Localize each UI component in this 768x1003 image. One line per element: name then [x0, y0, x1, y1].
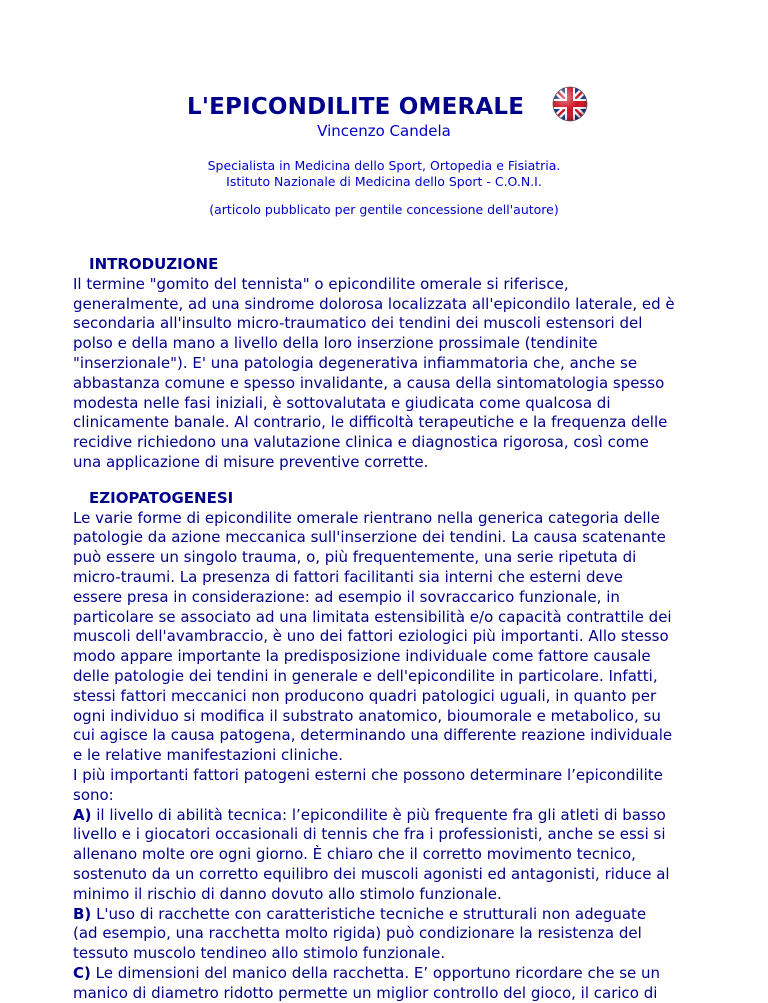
factor-text-b: L'uso di racchette con caratteristiche tecniche e strutturali non adeguate (ad esempio, una racchetta molto rigida) può condizionare la resistenza del tessuto muscolo tendineo allo stimolo funzionale. — [73, 904, 647, 963]
etio-paragraph: Le varie forme di epicondilite omerale rientrano nella generica categoria delle patologie da azione meccanica sull'inserzione dei tendini. La causa scatenante può essere un singolo trauma, o, più frequentemente, una serie ripetuta di micro-traumi. La presenza di fattori facilitanti sia interni che esterni deve essere presa in considerazione: ad esempio il sovraccarico funzionale, in particolare se associato ad una limitata estensibilità e/o capacità contrattile dei muscoli dell'avambraccio, è uno dei fattori eziologici più importanti. Allo stesso modo appare importante la predisposizione individuale come fattore causale delle patologie dei tendini in generale e dell'epicondilite in particolare. Infatti, stessi fattori meccanici non producono quadri patologici uguali, in quanto per ogni individuo si modifica il substrato anatomico, bioumorale e metabolico, su cui agisce la causa patogena, determinando una differente reazione individuale e le relative manifestazioni cliniche. — [73, 508, 673, 765]
article-header — [0, 82, 768, 217]
article-body — [73, 255, 763, 1003]
uk-flag-icon[interactable] — [550, 84, 590, 124]
section-title-eziopatogenesi: EZIOPATOGENESI — [89, 488, 234, 507]
factor-text-c: Le dimensioni del manico della racchetta. E’ opportuno ricordare che se un manico di diametro ridotto permette un miglior controllo del gioco, il carico di — [73, 963, 661, 1002]
author-name: Vincenzo Candela — [317, 122, 451, 140]
factor-item-b — [73, 905, 763, 964]
factor-letter-c: C) — [73, 963, 91, 982]
author-affiliation — [0, 158, 768, 190]
factor-text-a: il livello di abilità tecnica: l’epicondilite è più frequente fra gli atleti di basso livello e i giocatori occasionali di tennis che fra i professionisti, anche se essi si allenano molte ore ogni giorno. È chiaro che il corretto movimento tecnico, sostenuto da un corretto equilibro dei muscoli agonisti ed antagonisti, riduce al minimo il rischio di danno dovuto allo stimolo funzionale. — [73, 805, 670, 903]
section-gap — [73, 473, 763, 489]
title-row — [0, 82, 768, 126]
factors-intro: I più importanti fattori patogeni esterni che possono determinare l’epicondilite sono: — [73, 765, 663, 804]
factor-item-a — [73, 806, 763, 905]
factor-letter-a: A) — [73, 805, 92, 824]
publication-note: (articolo pubblicato per gentile concessione dell'autore) — [209, 202, 559, 217]
section-title-introduzione: INTRODUZIONE — [89, 255, 219, 273]
factor-letter-b: B) — [73, 904, 92, 923]
page-title: L'EPICONDILITE OMERALE — [187, 94, 525, 120]
affiliation-line-2: Istituto Nazionale di Medicina dello Sport - C.O.N.I. — [226, 174, 542, 189]
intro-paragraph: Il termine "gomito del tennista" o epicondilite omerale si riferisce, generalmente, ad una sindrome dolorosa localizzata all'epicondilo laterale, ed è secondaria all'insulto micro-traumatico dei tendini dei muscoli estensori del polso e della mano a livello della loro inserzione prossimale (tendinite "inserzionale"). E' una patologia degenerativa infiammatoria che, anche se abbastanza comune e spesso invalidante, a causa della sintomatologia spesso modesta nelle fasi iniziali, è sottovalutata e giudicata come qualcosa di clinicamente banale. Al contrario, le difficoltà terapeutiche e la frequenza delle recidive richiedono una valutazione clinica e diagnostica rigorosa, così come una applicazione di misure preventive corrette. — [73, 274, 675, 471]
affiliation-line-1: Specialista in Medicina dello Sport, Ortopedia e Fisiatria. — [207, 158, 561, 173]
factor-item-c — [73, 964, 763, 1003]
